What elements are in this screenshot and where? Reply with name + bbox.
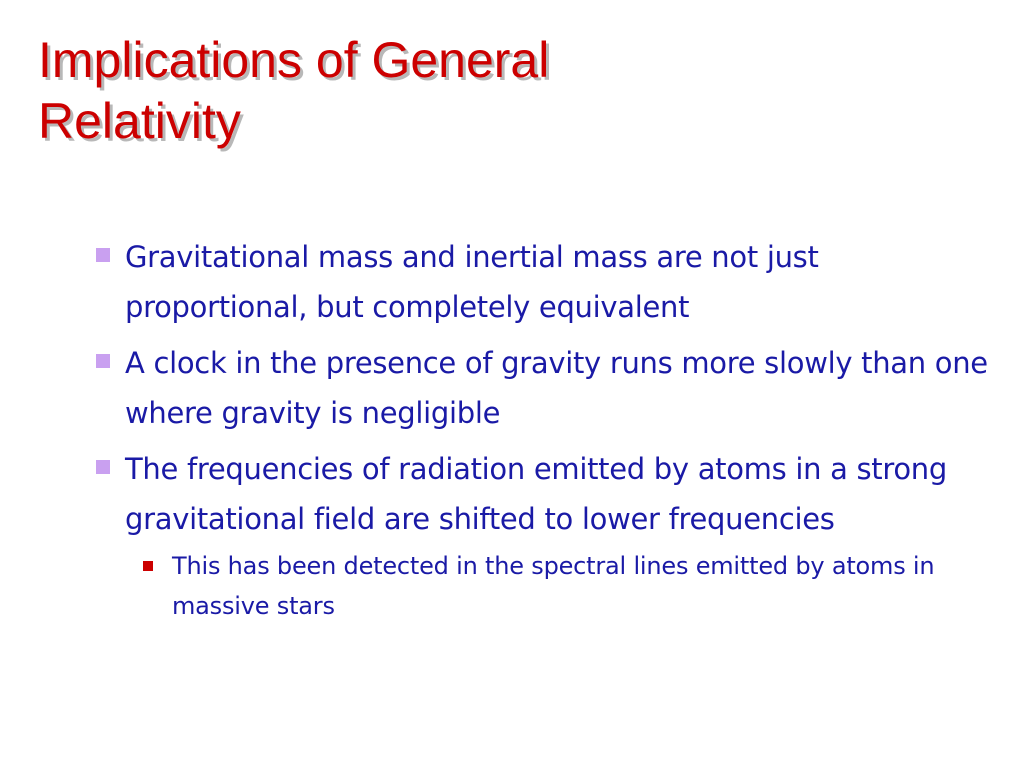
square-bullet-icon <box>96 248 110 262</box>
bullet-list <box>90 232 990 632</box>
bullet-text: Gravitational mass and inertial mass are not just proportional, but completely equivalent <box>125 240 819 324</box>
bullet-item <box>90 338 990 438</box>
square-bullet-icon <box>96 460 110 474</box>
square-sub-bullet-icon <box>143 561 153 571</box>
slide-title-line-2: Relativity <box>38 93 241 149</box>
bullet-text: A clock in the presence of gravity runs more slowly than one where gravity is negligible <box>125 346 988 430</box>
bullet-item <box>90 232 990 332</box>
slide-title <box>38 30 938 152</box>
bullet-item <box>90 444 990 626</box>
slide-title-line-1: Implications of General <box>38 32 550 88</box>
square-bullet-icon <box>96 354 110 368</box>
sub-bullet-list <box>125 546 990 626</box>
sub-bullet-item <box>125 546 990 626</box>
sub-bullet-text: This has been detected in the spectral lines emitted by atoms in massive stars <box>172 552 935 620</box>
bullet-text: The frequencies of radiation emitted by atoms in a strong gravitational field are shifted to lower frequencies <box>125 452 947 536</box>
